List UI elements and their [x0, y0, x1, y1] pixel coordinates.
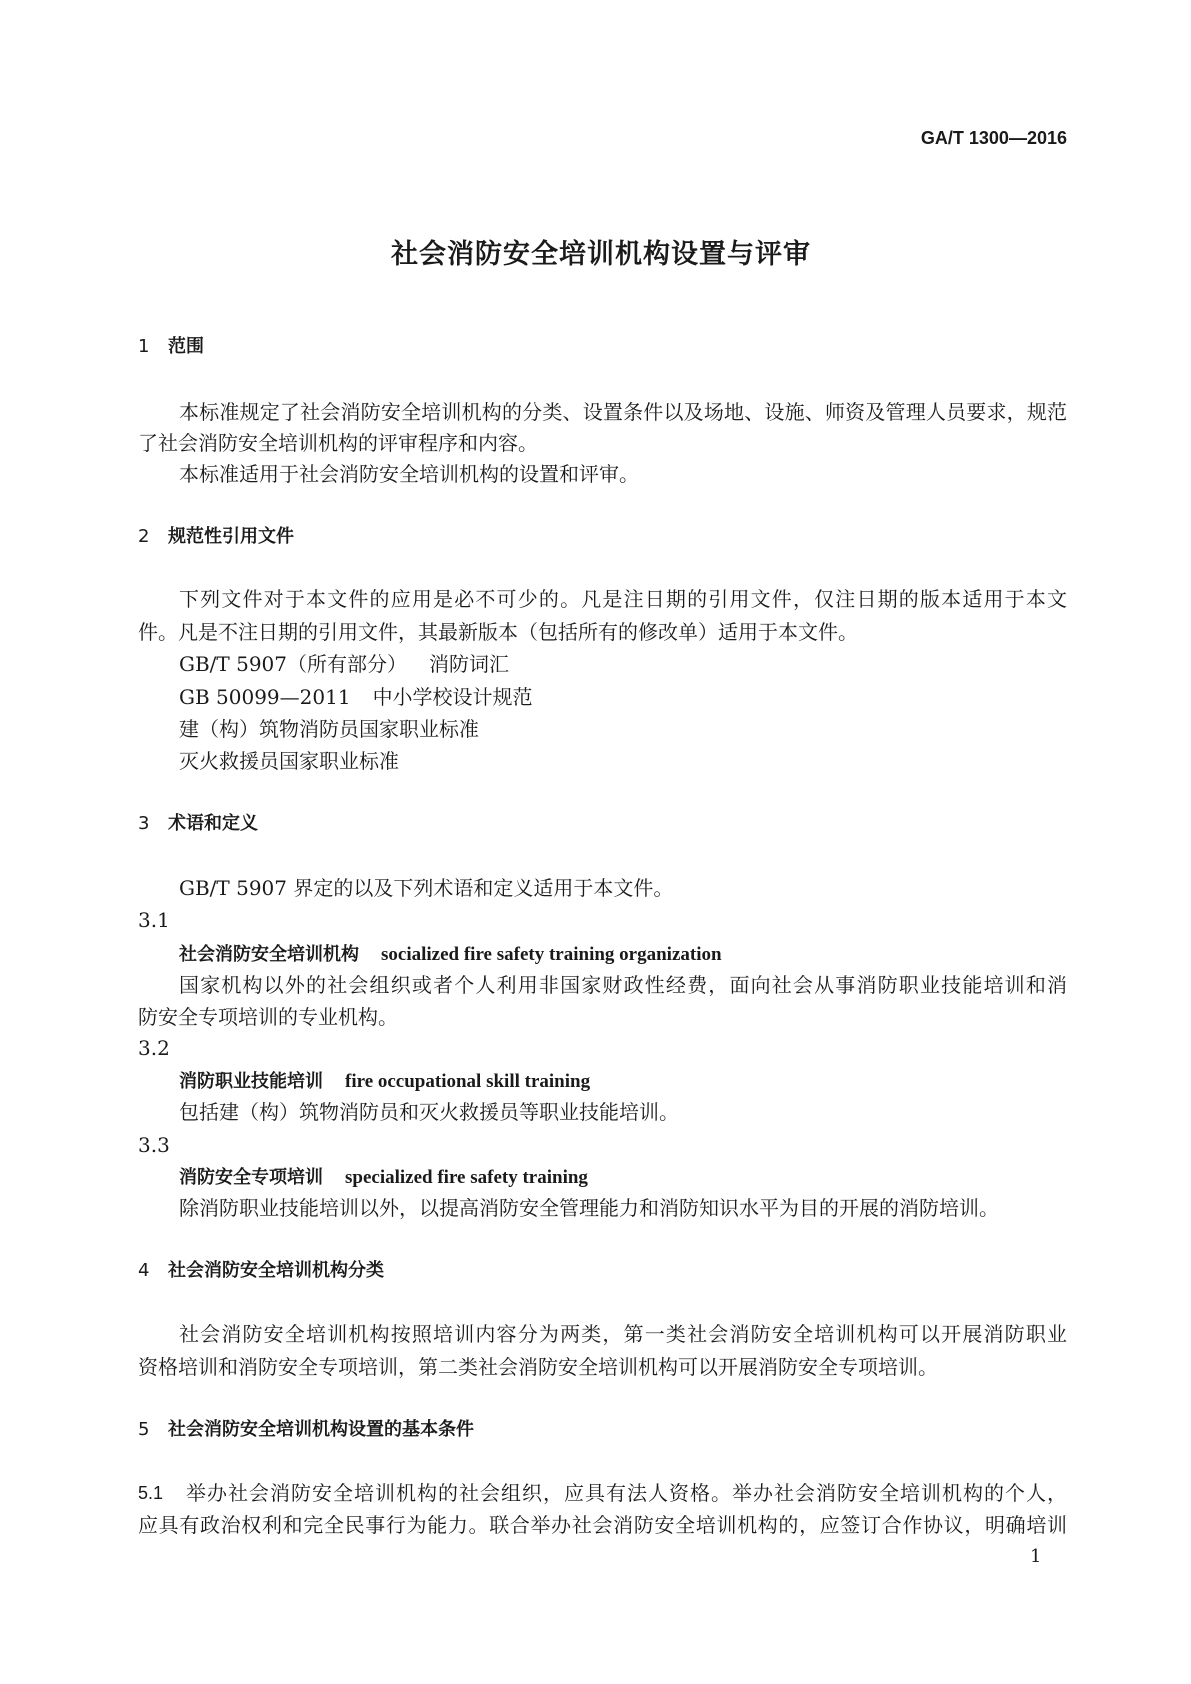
- section-number: 1: [138, 336, 150, 357]
- reference-item: 灭火救援员国家职业标准: [179, 749, 399, 773]
- paragraph-line: 社会消防安全培训机构按照培训内容分为两类，第一类社会消防安全培训机构可以开展消防职业: [179, 1322, 1067, 1346]
- section-number: 5: [138, 1419, 150, 1440]
- paragraph-line: 本标准规定了社会消防安全培训机构的分类、设置条件以及场地、设施、师资及管理人员要求，规范: [179, 400, 1067, 424]
- term-zh: 消防职业技能培训: [179, 1071, 323, 1092]
- section-title: 社会消防安全培训机构设置的基本条件: [168, 1419, 474, 1440]
- term-en: fire occupational skill training: [345, 1071, 591, 1092]
- term-heading: [179, 1163, 588, 1191]
- section-title: 规范性引用文件: [168, 526, 294, 547]
- term-number: 3.3: [138, 1133, 170, 1157]
- reference-item: [179, 651, 509, 677]
- section-heading-1: [138, 334, 204, 360]
- paragraph-line: 下列文件对于本文件的应用是必不可少的。凡是注日期的引用文件，仅注日期的版本适用于本文: [179, 587, 1067, 611]
- paragraph-line: 了社会消防安全培训机构的评审程序和内容。: [138, 431, 538, 455]
- paragraph-line: 本标准适用于社会消防安全培训机构的设置和评审。: [179, 462, 639, 486]
- paragraph-line: 资格培训和消防安全专项培训，第二类社会消防安全培训机构可以开展消防安全专项培训。: [138, 1355, 938, 1379]
- term-en: socialized fire safety training organization: [381, 944, 722, 965]
- reference-code: GB/T 5907（所有部分）: [179, 652, 408, 676]
- section-title: 社会消防安全培训机构分类: [168, 1260, 384, 1281]
- section-title: 范围: [168, 336, 204, 357]
- section-number: 3: [138, 813, 150, 834]
- definition-line: 包括建（构）筑物消防员和灭火救援员等职业技能培训。: [179, 1100, 679, 1124]
- clause-number: 5.1: [138, 1483, 164, 1503]
- term-en: specialized fire safety training: [345, 1167, 588, 1188]
- definition-line: 除消防职业技能培训以外，以提高消防安全管理能力和消防知识水平为目的开展的消防培训。: [179, 1196, 999, 1220]
- paragraph-line: 件。凡是不注日期的引用文件，其最新版本（包括所有的修改单）适用于本文件。: [138, 620, 858, 644]
- paragraph-line: 应具有政治权利和完全民事行为能力。联合举办社会消防安全培训机构的，应签订合作协议，明确培训: [138, 1513, 1067, 1537]
- term-number: 3.1: [138, 908, 170, 932]
- standard-code: GA/T 1300—2016: [920, 128, 1067, 148]
- reference-item: [179, 684, 533, 710]
- term-heading: [179, 1067, 590, 1095]
- definition-line: 防安全专项培训的专业机构。: [138, 1005, 398, 1029]
- section-heading-3: [138, 811, 258, 837]
- paragraph-line: 举办社会消防安全培训机构的社会组织，应具有法人资格。举办社会消防安全培训机构的个人，: [186, 1481, 1067, 1505]
- term-zh: 消防安全专项培训: [179, 1167, 323, 1188]
- paragraph-line: GB/T 5907 界定的以及下列术语和定义适用于本文件。: [179, 876, 674, 900]
- section-number: 4: [138, 1260, 150, 1281]
- page-number: 1: [1030, 1546, 1042, 1567]
- reference-item: 建（构）筑物消防员国家职业标准: [179, 717, 479, 741]
- section-number: 2: [138, 526, 150, 547]
- section-heading-4: [138, 1258, 384, 1284]
- term-heading: [179, 940, 722, 968]
- section-title: 术语和定义: [168, 813, 258, 834]
- document-title: 社会消防安全培训机构设置与评审: [391, 239, 811, 270]
- section-heading-2: [138, 524, 294, 550]
- term-number: 3.2: [138, 1036, 170, 1060]
- term-zh: 社会消防安全培训机构: [179, 944, 359, 965]
- reference-code: GB 50099—2011: [179, 685, 351, 709]
- definition-line: 国家机构以外的社会组织或者个人利用非国家财政性经费，面向社会从事消防职业技能培训和消: [179, 973, 1067, 997]
- reference-name: 消防词汇: [429, 652, 510, 676]
- reference-name: 中小学校设计规范: [372, 685, 533, 709]
- section-heading-5: [138, 1417, 474, 1443]
